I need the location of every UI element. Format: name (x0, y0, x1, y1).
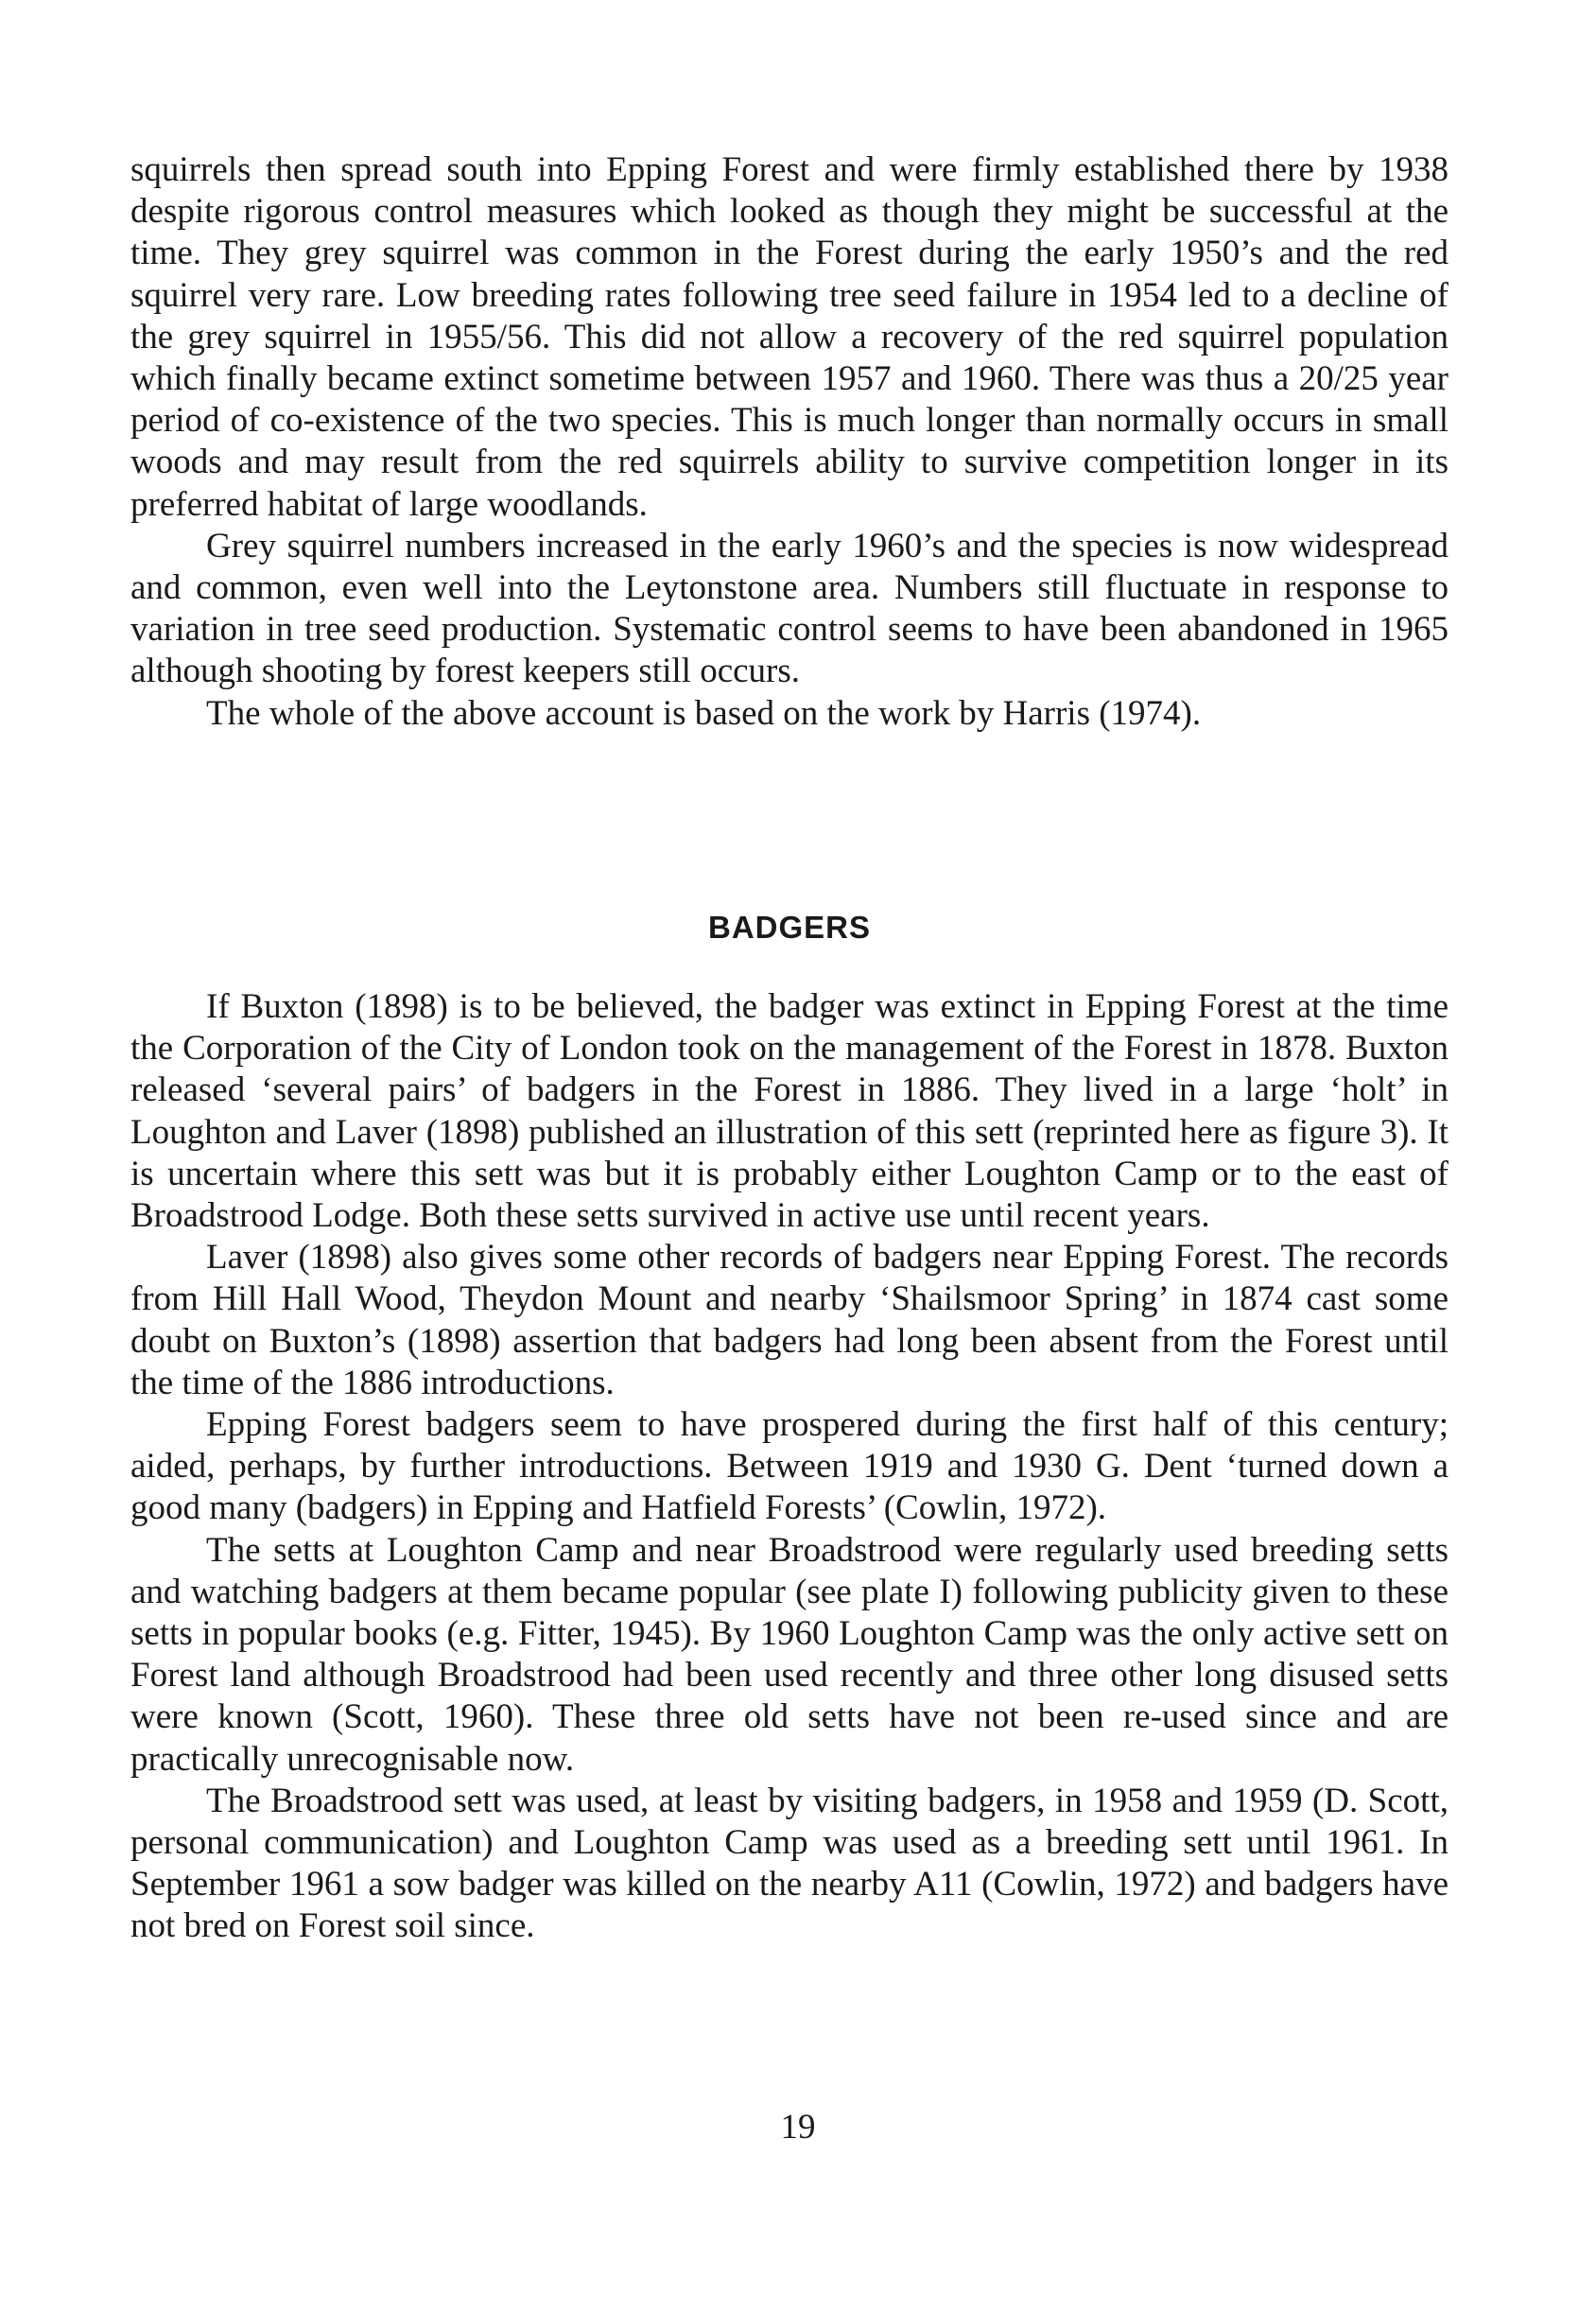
paragraph: squirrels then spread south into Epping Forest and were firmly established there by 1938 despite rigorous control measures which looked as though they might be successful at the time. They grey squirrel was common in the Forest during the early 1950’s and the red squirrel very rare. Low breeding rates following tree seed failure in 1954 led to a decline of the grey squirrel in 1955/56. This did not allow a recovery of the red squirrel population which finally became extinct sometime between 1957 and 1960. There was thus a 20/25 year period of co-existence of the two species. This is much longer than normally occurs in small woods and may result from the red squirrels ability to survive competition longer in its preferred habitat of large woodlands. (130, 150, 1449, 524)
paragraph: If Buxton (1898) is to be believed, the badger was extinct in Epping Forest at the time the Corporation of the City of London took on the management of the Forest in 1878. Buxton released ‘several pairs’ of badgers in the Forest in 1886. They lived in a large ‘holt’ in Loughton and Laver (1898) published an illustration of this sett (reprinted here as figure 3). It is uncertain where this sett was but it is probably either Loughton Camp or to the east of Broadstrood Lodge. Both these setts survived in active use until recent years. (130, 987, 1449, 1236)
paragraph: Grey squirrel numbers increased in the early 1960’s and the species is now widespread and common, even well into the Leytonstone area. Numbers still fluctuate in response to variation in tree seed production. Systematic control seems to have been abandoned in 1965 although shooting by forest keepers still occurs. (130, 526, 1449, 691)
paragraph: The Broadstrood sett was used, at least by visiting badgers, in 1958 and 1959 (D. Scott, personal communication) and Loughton Camp was used as a breeding sett until 1961. In September 1961 a sow badger was killed on the nearby A11 (Cowlin, 1972) and badgers have not bred on Forest soil since. (130, 1781, 1449, 1946)
paragraph: Laver (1898) also gives some other records of badgers near Epping Forest. The records from Hill Hall Wood, Theydon Mount and nearby ‘Shailsmoor Spring’ in 1874 cast some doubt on Buxton’s (1898) assertion that badgers had long been absent from the Forest until the time of the 1886 introductions. (130, 1238, 1449, 1402)
squirrels-section (130, 149, 1449, 735)
page-number: 19 (780, 2108, 816, 2147)
paragraph: Epping Forest badgers seem to have prospered during the first half of this century; aided, perhaps, by further introductions. Between 1919 and 1930 G. Dent ‘turned down a good many (badgers) in Epping and Hatfield Forests’ (Cowlin, 1972). (130, 1405, 1449, 1528)
paragraph: The whole of the above account is based on the work by Harris (1974). (206, 693, 1202, 733)
badgers-section (130, 986, 1449, 1948)
section-heading-wrapper (130, 910, 1449, 946)
paragraph: The setts at Loughton Camp and near Broadstrood were regularly used breeding setts and watching badgers at them became popular (see plate I) following publicity given to these setts in popular books (e.g. Fitter, 1945). By 1960 Loughton Camp was the only active sett on Forest land although Broadstrood had been used recently and three other long disused setts were known (Scott, 1960). These three old setts have not been re-used since and are practically unrecognisable now. (130, 1530, 1449, 1779)
section-heading: BADGERS (707, 910, 872, 945)
